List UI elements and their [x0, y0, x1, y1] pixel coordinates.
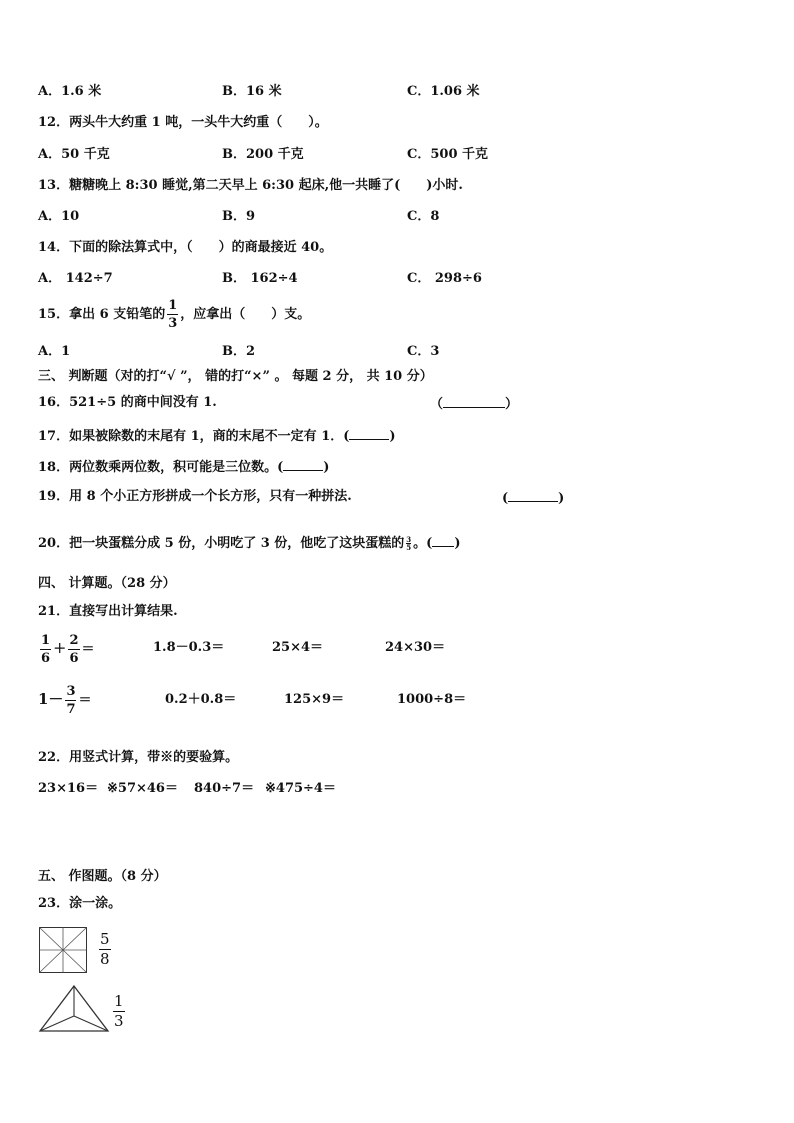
q23-fraction-1-numerator: 5	[100, 929, 110, 948]
q13-option-c: C．8	[407, 209, 440, 224]
q23-fraction-2	[111, 990, 127, 1030]
q17-blank-close: )	[389, 429, 396, 444]
q11-option-c: C．1.06 米	[407, 84, 480, 99]
q22-expr-4: ※475÷4＝	[265, 781, 336, 796]
q18-blank-close: )	[323, 460, 330, 475]
q14-option-a: A． 142÷7	[38, 271, 113, 286]
q23-fraction-2-numerator: 1	[114, 991, 124, 1010]
q21-fraction-2-numerator: 2	[69, 633, 79, 648]
q21-equals-2: ＝	[78, 693, 92, 708]
q16-blank-open: （	[430, 397, 444, 412]
q14-option-c: C． 298÷6	[407, 271, 482, 286]
q20-fraction-numerator: 3	[406, 535, 412, 544]
q21-fraction-2-denominator: 6	[69, 651, 79, 666]
q18-stem	[38, 458, 329, 476]
q18-stem-text: 18．两位数乘两位数，积可能是三位数。(	[38, 460, 284, 475]
q15-fraction-numerator: 1	[168, 298, 178, 313]
q15-fraction	[167, 299, 178, 330]
q20-blank-close: )	[454, 536, 461, 551]
q19-blank-close: )	[558, 491, 565, 506]
q12-option-b: B．200 千克	[222, 147, 304, 162]
q20-answer-blank[interactable]	[432, 534, 454, 547]
q15-stem-after: ，应拿出（ ）支。	[180, 307, 311, 322]
q11-option-a: A．1.6 米	[38, 84, 102, 99]
q15-option-c: C．3	[407, 344, 440, 359]
q21-lead-term: 1－	[38, 690, 64, 708]
q19-answer-blank[interactable]	[502, 489, 564, 507]
q12-stem: 12．两头牛大约重 1 吨，一头牛大约重（ ）。	[38, 115, 328, 130]
q22-expr-2: ※57×46＝	[107, 781, 178, 796]
q21-fraction-1-denominator: 6	[41, 651, 51, 666]
q16-blank-close: ）	[505, 397, 519, 412]
q19-stem: 19．用 8 个小正方形拼成一个长方形，只有一种拼法.	[38, 489, 352, 504]
q21-fraction-1-numerator: 1	[41, 633, 51, 648]
q17-stem-text: 17．如果被除数的末尾有 1，商的末尾不一定有 1．(	[38, 429, 350, 444]
q21-expr-4: 24×30＝	[385, 640, 446, 655]
q21-expr-1	[38, 628, 95, 670]
section5-title: 五、 作图题。（8 分）	[38, 869, 167, 884]
q14-option-b: B． 162÷4	[222, 271, 298, 286]
q21-fraction-1	[40, 634, 51, 665]
q22-expr-3: 840÷7＝	[194, 781, 255, 796]
q23-fraction-2-denominator: 3	[114, 1011, 124, 1030]
q12-option-a: A．50 千克	[38, 147, 110, 162]
q21-expr-3: 25×4＝	[272, 640, 324, 655]
q16-stem: 16．521÷5 的商中间没有 1.	[38, 395, 217, 410]
q17-answer-blank[interactable]	[349, 427, 389, 440]
q21-fraction-3-denominator: 7	[66, 702, 76, 717]
q20-fraction	[406, 536, 411, 551]
q21-expr-6: 0.2＋0.8＝	[165, 692, 237, 707]
q18-answer-blank[interactable]	[283, 458, 323, 471]
q13-stem: 13．糖糖晚上 8:30 睡觉,第二天早上 6:30 起床,他一共睡了( )小时.	[38, 178, 463, 193]
q20-fraction-denominator: 5	[406, 543, 412, 552]
q22-expr-1: 23×16＝	[38, 781, 99, 796]
q21-equals-1: ＝	[81, 642, 95, 657]
q20-stem-before: 20．把一块蛋糕分成 5 份，小明吃了 3 份，他吃了这块蛋糕的	[38, 536, 405, 551]
q22-stem: 22．用竖式计算，带※的要验算。	[38, 750, 239, 765]
q21-expr-5	[38, 679, 92, 721]
q16-blank-line	[443, 395, 505, 408]
q21-stem: 21．直接写出计算结果.	[38, 604, 178, 619]
triangle-thirds-figure[interactable]	[38, 984, 110, 1034]
q14-stem: 14．下面的除法算式中，（ ）的商最接近 40。	[38, 240, 333, 255]
section4-title: 四、 计算题。（28 分）	[38, 576, 176, 591]
q19-blank-open: (	[502, 491, 509, 506]
q15-fraction-denominator: 3	[168, 316, 178, 331]
q13-option-a: A．10	[38, 209, 80, 224]
q21-fraction-3-numerator: 3	[66, 684, 76, 699]
q23-fraction-1-denominator: 8	[100, 949, 110, 968]
q19-blank-line	[508, 489, 558, 502]
q15-option-a: A．1	[38, 344, 71, 359]
q15-option-b: B．2	[222, 344, 256, 359]
q16-answer-blank[interactable]	[430, 395, 518, 413]
q21-plus-sign: +	[53, 638, 67, 657]
q21-expr-7: 125×9＝	[284, 692, 345, 707]
q21-fraction-3	[65, 685, 76, 716]
square-eighths-figure[interactable]	[38, 926, 88, 974]
q13-option-b: B．9	[222, 209, 256, 224]
q20-stem-after: 。(	[413, 536, 433, 551]
q12-option-c: C．500 千克	[407, 147, 489, 162]
q21-fraction-2	[68, 634, 79, 665]
q20-stem	[38, 531, 460, 557]
section3-title: 三、 判断题（对的打“√ ”， 错的打“×” 。 每题 2 分， 共 10 分）	[38, 369, 433, 384]
q21-expr-2: 1.8－0.3＝	[153, 640, 225, 655]
q15-stem	[38, 298, 310, 332]
q17-stem	[38, 427, 396, 445]
q23-stem: 23．涂一涂。	[38, 896, 122, 911]
q21-expr-8: 1000÷8＝	[397, 692, 467, 707]
q23-fraction-1	[97, 928, 113, 968]
q15-stem-before: 15．拿出 6 支铅笔的	[38, 307, 166, 322]
q11-option-b: B．16 米	[222, 84, 282, 99]
